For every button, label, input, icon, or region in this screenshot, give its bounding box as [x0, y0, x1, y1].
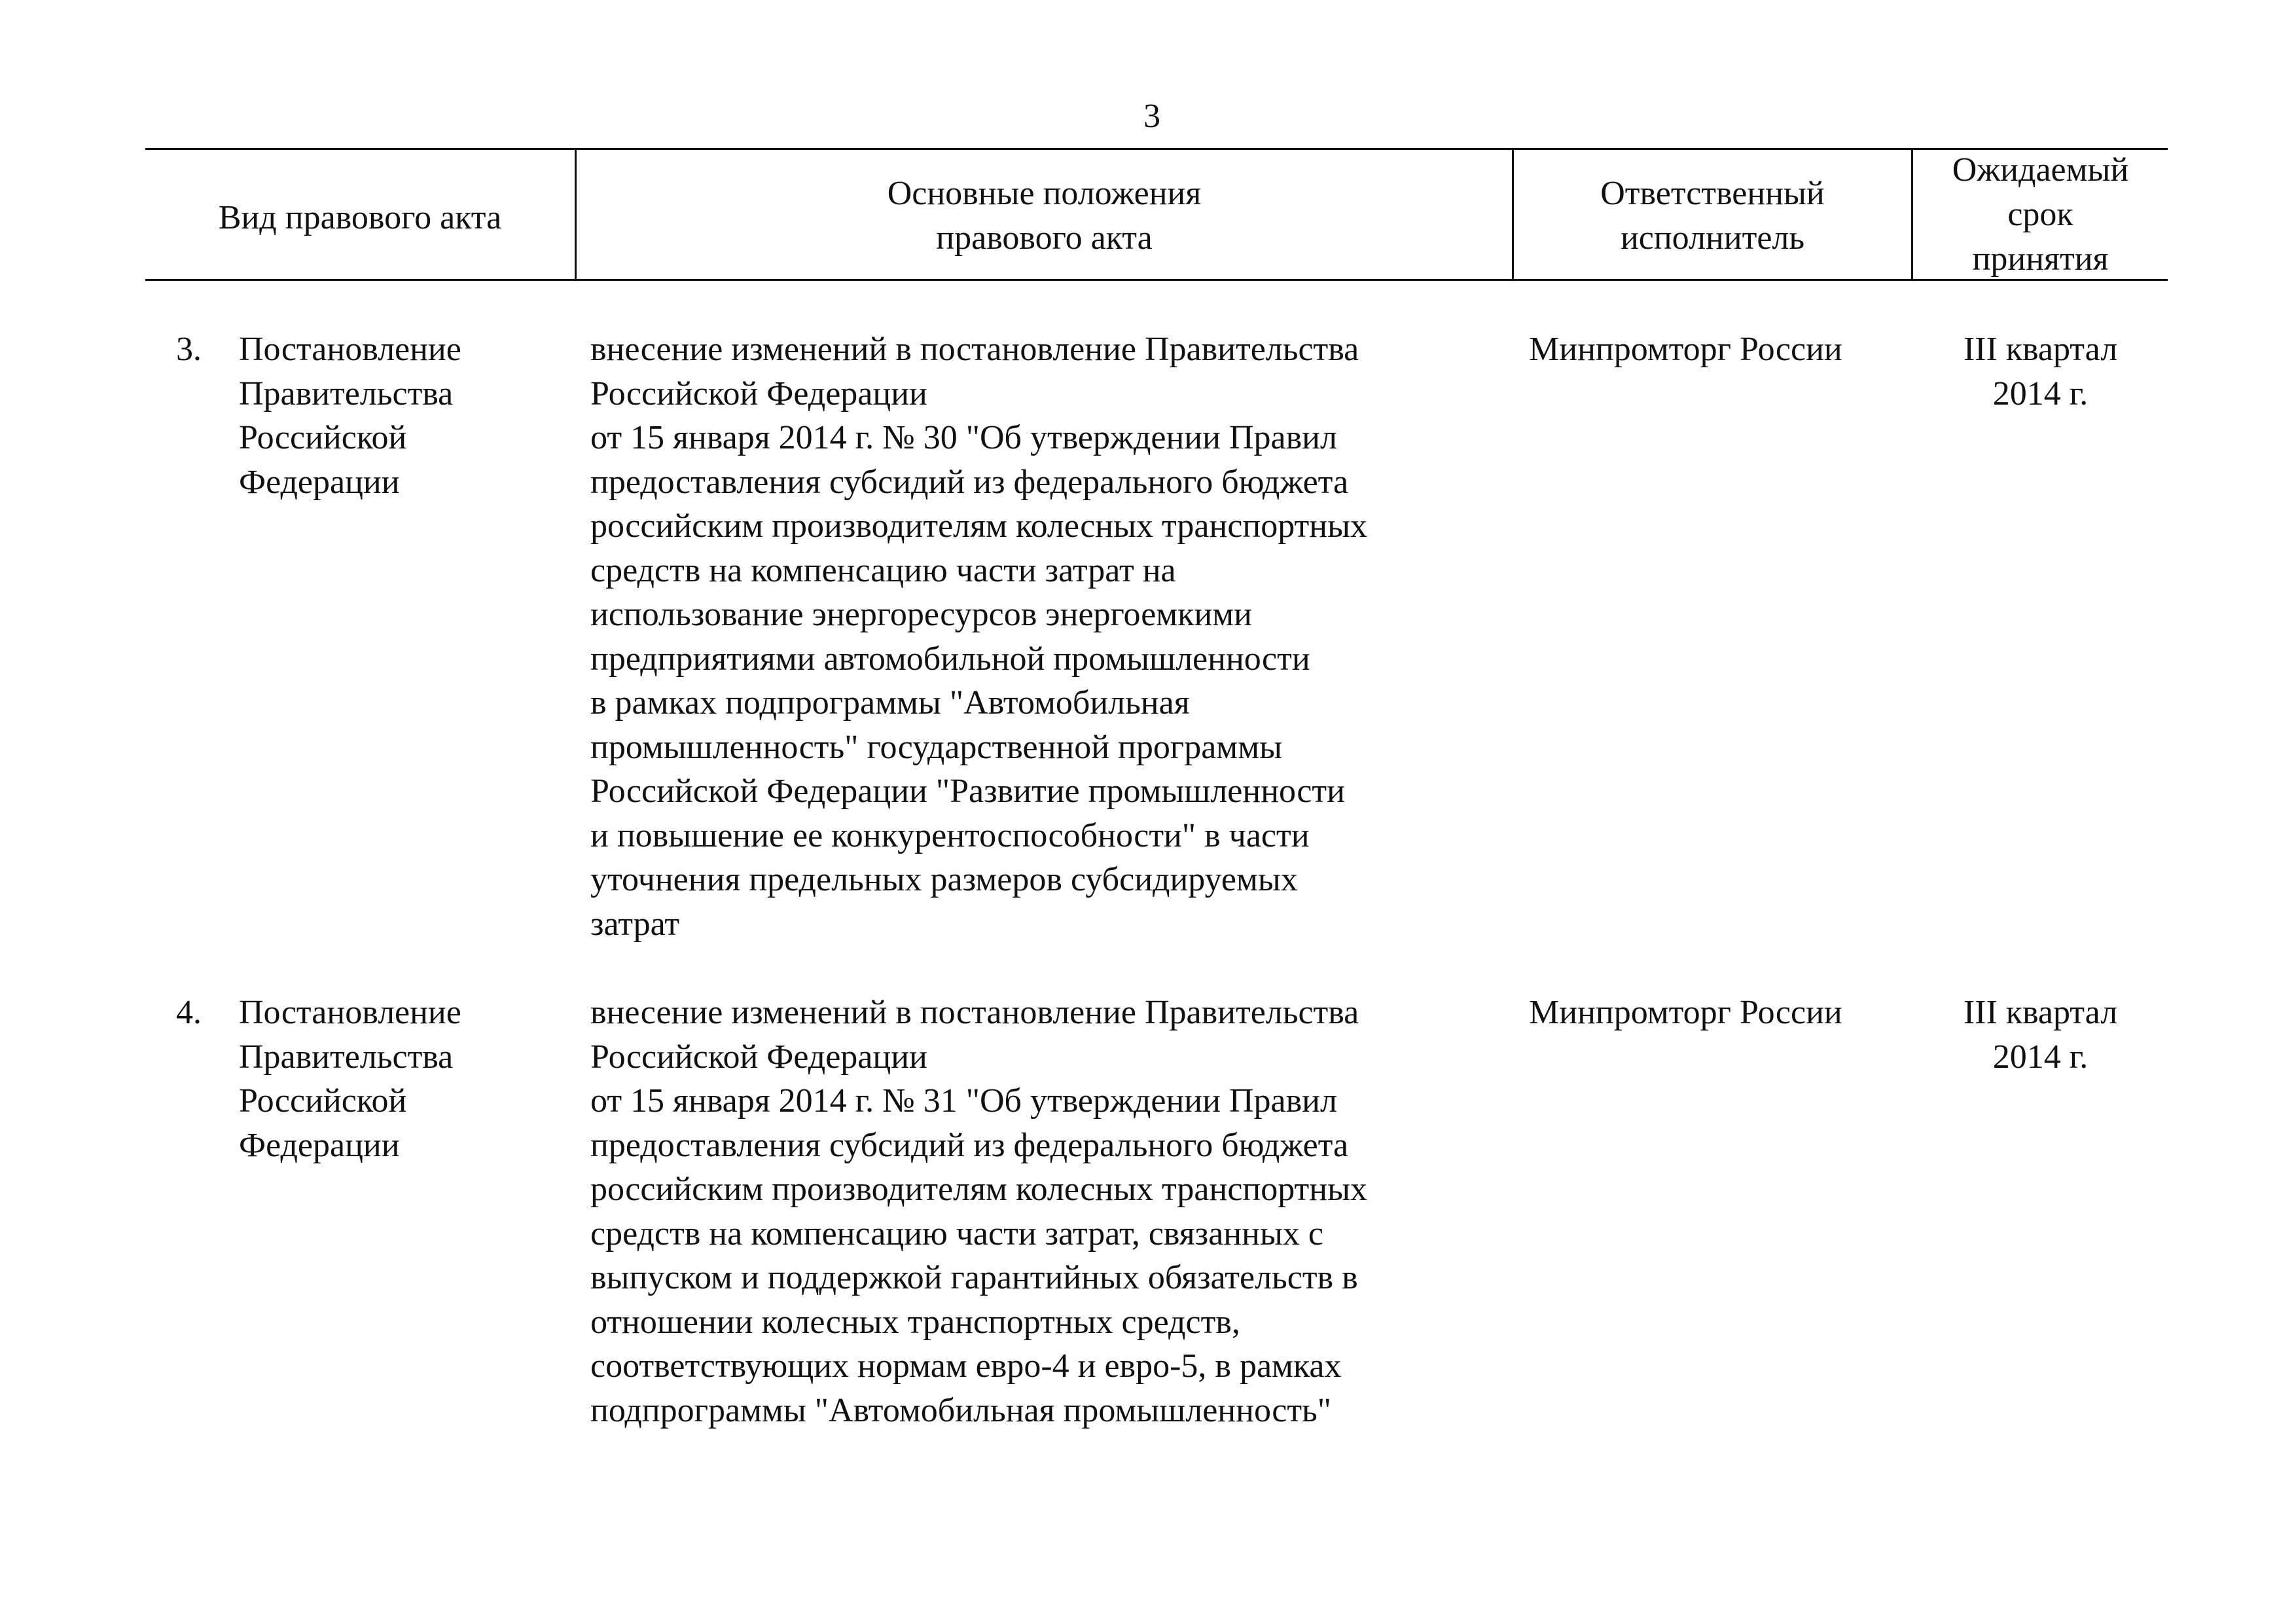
header-bottom-rule [145, 279, 2168, 281]
page-number: 3 [1143, 98, 1160, 135]
row-executor: Минпромторг России [1529, 994, 1842, 1031]
row-deadline: III квартал 2014 г. [1963, 994, 2118, 1076]
row-number: 3. [176, 331, 202, 368]
row-executor: Минпромторг России [1529, 331, 1842, 368]
row-provisions: внесение изменений в постановление Правительства Российской Федерации от 15 января 2014 г. № 30 "Об утверждении Правил предоставления субсидий из федерального бюджета российским производителям колесных транспортных средств на компенсацию части затрат на использование энергоресурсов энергоемкими предприятиями автомобильной промышленности в рамках подпрограммы "Автомобильная промышленность" государственной программы Российской Федерации "Развитие промышленности и повышение ее конкурентоспособности" в части уточнения предельных размеров субсидируемых затрат [590, 331, 1368, 943]
row-act-type: Постановление Правительства Российской Федерации [239, 331, 461, 501]
row-number: 4. [176, 994, 202, 1031]
header-top-rule [145, 148, 2168, 150]
row-provisions: внесение изменений в постановление Правительства Российской Федерации от 15 января 2014 г. № 31 "Об утверждении Правил предоставления субсидий из федерального бюджета российским производителям колесных транспортных средств на компенсацию части затрат, связанных с выпуском и поддержкой гарантийных обязательств в отношении колесных транспортных средств, соответствующих нормам евро-4 и евро-5, в рамках подпрограммы "Автомобильная промышленность" [590, 994, 1368, 1429]
header-act-type: Вид правового акта [218, 199, 502, 236]
row-act-type: Постановление Правительства Российской Федерации [239, 994, 461, 1164]
header-executor: Ответственный исполнитель [1600, 175, 1825, 257]
header-provisions: Основные положения правового акта [887, 175, 1202, 257]
row-deadline: III квартал 2014 г. [1963, 331, 2118, 412]
header-deadline: Ожидаемый срок принятия [1952, 151, 2129, 278]
